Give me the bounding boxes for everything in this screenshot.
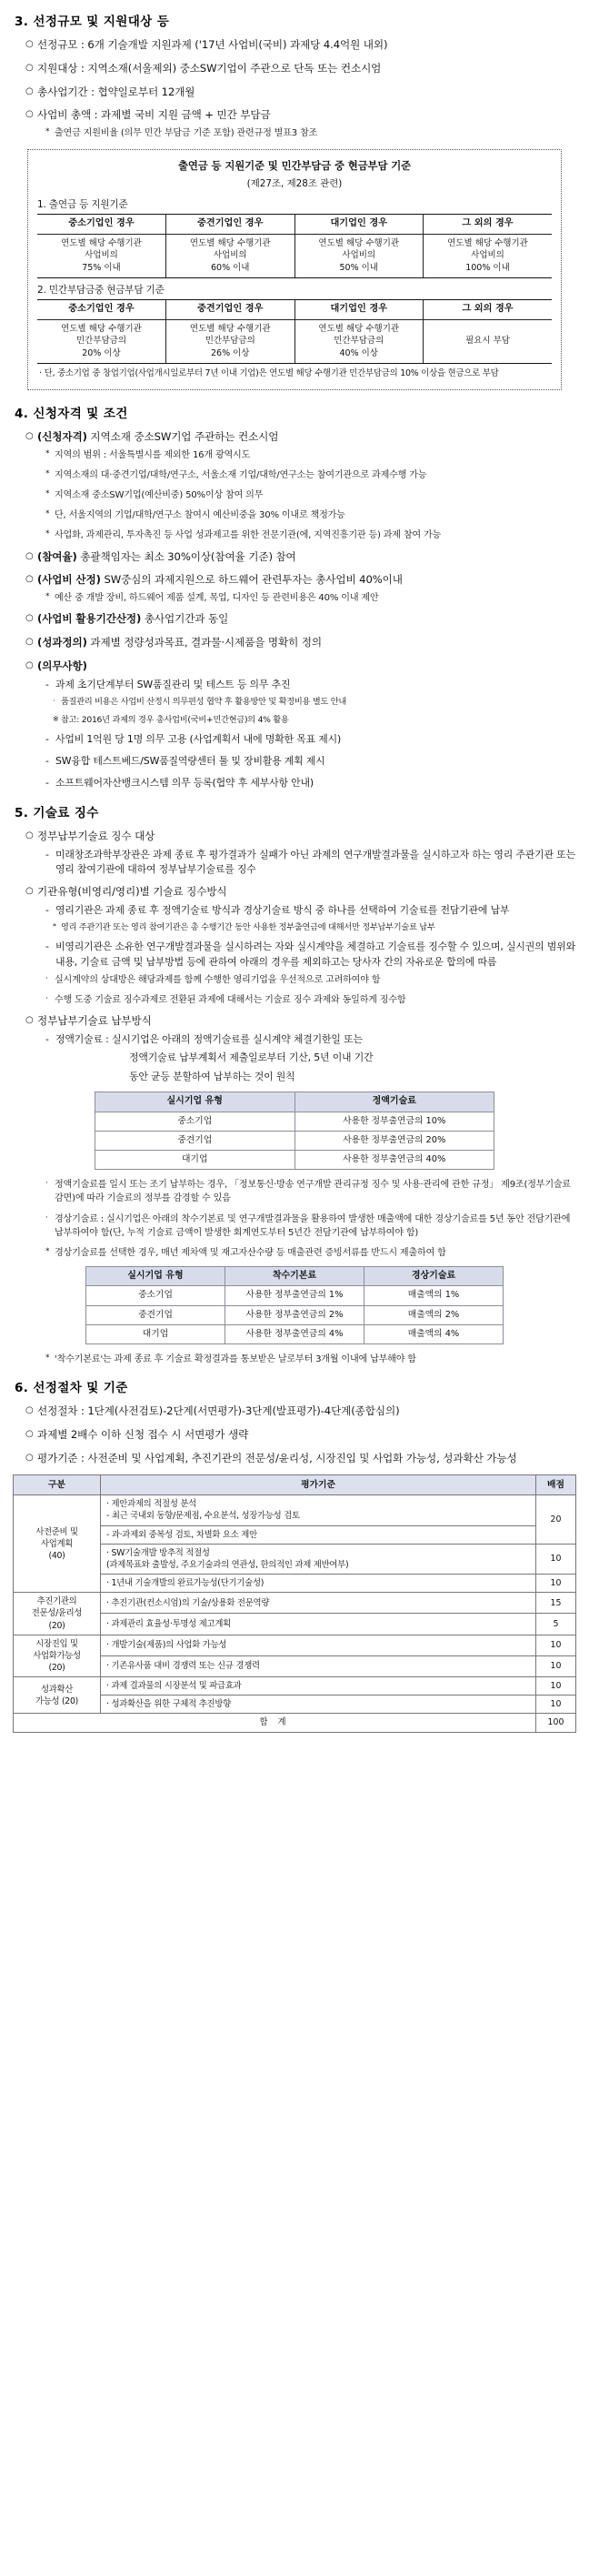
s4-qualification xyxy=(25,429,576,445)
s3-item-3: ○ 사업비 총액 : 과제별 국비 지원 금액 + 민간 부담금 xyxy=(25,108,271,122)
qualification-text: 지역소재 중소SW기업 주관하는 컨소시엄 xyxy=(90,430,279,444)
col-header: 실시기업 유형 xyxy=(95,1092,295,1112)
s4-duties-heading xyxy=(25,659,576,674)
cell: 연도별 해당 수행기관 민간부담금의 20% 이상 xyxy=(37,319,166,363)
circle-bullet-icon: ○ xyxy=(25,1405,34,1416)
col-header: 배점 xyxy=(536,1474,576,1495)
circle-bullet-icon: ○ xyxy=(25,1015,34,1026)
cell: 매출액의 4% xyxy=(364,1324,504,1343)
s5-group-2-note-1: * 영리 주관기관 또는 영리 참여기관은 총 수행기간 동안 사용한 정부출연금에 대해서만 정부납부기술료 납부 xyxy=(53,922,435,933)
section-5-title: 5. 기술료 징수 xyxy=(15,805,99,820)
asterisk-bullet-icon: · xyxy=(53,697,55,706)
s3-item-1: ○ 지원대상 : 지역소재(서울제외) 중소SW기업이 주관으로 단독 또는 컨소시엄 xyxy=(25,61,382,75)
calc-label: (사업비 산정) xyxy=(37,573,101,587)
asterisk-bullet-icon: * xyxy=(53,922,56,931)
total-points: 100 xyxy=(536,1714,576,1732)
cell: 중견기업 xyxy=(86,1305,225,1324)
s5-group-2-dash-1: - 영리기관은 과제 종료 후 정액기술료 방식과 경상기술료 방식 중 하나를 선택하여 기술료를 전담기관에 납부 xyxy=(45,903,576,918)
rate-label: (참여율) xyxy=(37,549,77,563)
asterisk-bullet-icon: * xyxy=(45,1246,50,1256)
annex-subtitle: (제27조, 제28조 관련) xyxy=(246,177,343,189)
asterisk-bullet-icon: * xyxy=(45,127,50,137)
cell: 대기업 xyxy=(86,1324,225,1343)
s5-royalty-footnote: * '착수기본료'는 과제 종료 후 기술료 확정결과를 통보받은 날로부터 3개월 이내에 납부해야 함 xyxy=(45,1353,416,1365)
cell: 연도별 해당 수행기관 사업비의 60% 이내 xyxy=(166,234,295,277)
table-row xyxy=(14,1495,576,1525)
reference-mark-icon: ※ xyxy=(53,714,59,723)
asterisk-bullet-icon: * xyxy=(45,1353,50,1363)
col-header: 경상기술료 xyxy=(364,1266,504,1286)
circle-bullet-icon: ○ xyxy=(25,613,34,624)
table-total-row xyxy=(14,1714,576,1732)
criteria-cell: · 기존유사품 대비 경쟁력 또는 신규 경쟁력 xyxy=(101,1655,536,1676)
perf-label: (성과정의) xyxy=(37,636,87,649)
dash-bullet-icon: - xyxy=(45,941,49,953)
circle-bullet-icon: ○ xyxy=(25,1452,34,1463)
criteria-cell: · SW기술개발 방추적 적절성 (과제목표와 출발성, 주요기술과의 연관성, 한의적인 과제 제반여부) xyxy=(101,1544,536,1574)
circle-bullet-icon: ○ xyxy=(25,886,34,897)
criteria-cell: - 과·과제외 중복성 검토, 차별화 요소 제안 xyxy=(101,1525,536,1544)
s5-group-1-label: ○ 정부납부기술료 징수 대상 xyxy=(25,829,155,842)
cash-share-table xyxy=(37,299,552,364)
points-cell: 10 xyxy=(536,1696,576,1714)
s4-duty-0-sub-0: · 품질관리 비용은 사업비 산정시 의무편성 협약 후 활용방안 및 확정비용 별도 안내 xyxy=(53,697,347,708)
asterisk-bullet-icon: * xyxy=(45,489,50,499)
table-header-row xyxy=(14,1474,576,1495)
col-header: 실시기업 유형 xyxy=(86,1266,225,1286)
cell: 중소기업 xyxy=(86,1286,225,1305)
table-row xyxy=(95,1131,494,1150)
flat-fee-table xyxy=(95,1092,494,1170)
cell: 사용한 정부출연금의 1% xyxy=(225,1286,364,1305)
cell: 연도별 해당 수행기관 민간부담금의 40% 이상 xyxy=(294,319,424,363)
cell: 매출액의 1% xyxy=(364,1286,504,1305)
dash-bullet-icon: - xyxy=(45,678,49,690)
criteria-cell: · 제안과제의 적절성 분석 - 최근 국내외 동향/문제점, 수요분석, 성장가능성 검토 xyxy=(101,1495,536,1525)
criteria-cell: · 추진기관(컨소시엄)의 기술/상용화 전문역량 xyxy=(101,1593,536,1614)
dash-bullet-icon: - xyxy=(45,1033,49,1046)
points-cell: 15 xyxy=(536,1593,576,1614)
asterisk-bullet-icon: * xyxy=(45,529,50,539)
points-cell: 20 xyxy=(536,1495,576,1544)
criteria-cell: · 과제관리 효율성·투명성 제고계획 xyxy=(101,1614,536,1635)
s4-duty-0-sub-1: ※ 참고: 2016년 과제의 경우 총사업비(국비+민간현금)의 4% 활용 xyxy=(53,714,289,725)
s4-note-2: * 지역소재 중소SW기업(예산비중) 50%이상 참여 의무 xyxy=(45,489,264,501)
category-cell: 사전준비 및 사업계획 (40) xyxy=(14,1495,101,1593)
dash-bullet-icon: - xyxy=(45,732,49,745)
cell: 필요시 부담 xyxy=(424,319,553,363)
col-header: 그 외의 경우 xyxy=(424,299,553,319)
annex-footnote: · 단, 중소기업 중 창업기업(사업개시일로부터 7년 이내 기업)은 연도별 해당 수행기관 민간부담금의 10% 이상을 현금으로 부담 xyxy=(39,368,499,379)
qualification-label: (신청자격) xyxy=(37,430,87,444)
perf-text: 과제별 정량성과목표, 결과물·시제품을 명확히 정의 xyxy=(90,636,322,649)
s3-item-2: ○ 총사업기간 : 협약일로부터 12개월 xyxy=(25,85,195,98)
table-row xyxy=(14,1677,576,1696)
s5-group-2-sub-0: · 실시계약의 상대방은 해당과제를 함께 수행한 영리기업을 우선적으로 고려하여야 함 xyxy=(45,973,381,985)
s5-group-3-label: ○ 정부납부기술료 납부방식 xyxy=(25,1014,152,1028)
circle-bullet-icon: ○ xyxy=(25,431,34,442)
table-row xyxy=(86,1305,504,1324)
table-header-row xyxy=(95,1092,494,1112)
dash-bullet-icon: - xyxy=(45,848,49,860)
cell: 대기업 xyxy=(95,1151,295,1170)
cell: 연도별 해당 수행기관 사업비의 75% 이내 xyxy=(37,234,166,277)
duty-label: (의무사항) xyxy=(37,659,87,672)
table-row xyxy=(37,319,552,363)
col-header: 정액기술료 xyxy=(294,1092,494,1112)
s5-fee-note-0: · 정액기술료를 일시 또는 조기 납부하는 경우, 「정보통신·방송 연구개발 관리규정 징수 및 사용·관리에 관한 규정」 제9조(정부기술료 감면)에 따라 기술료의 정부를 감경할 수 있음 xyxy=(45,1179,571,1204)
s4-budget-calc xyxy=(25,572,576,588)
col-header: 중소기업인 경우 xyxy=(37,299,166,319)
section-3-title: 3. 선정규모 및 지원대상 등 xyxy=(15,15,170,29)
period-text: 총사업기간과 동일 xyxy=(144,612,229,626)
s3-item-0: ○ 선정규모 : 6개 기술개발 지원과제 ('17년 사업비(국비) 과제당 4.4억원 내외) xyxy=(25,38,388,51)
table-header-row xyxy=(86,1266,504,1286)
cell: 사용한 정부출연금의 10% xyxy=(294,1112,494,1131)
s4-duty-1: - 사업비 1억원 당 1명 의무 고용 (사업계획서 내에 명확한 목표 제시) xyxy=(45,732,576,747)
points-cell: 10 xyxy=(536,1635,576,1655)
criteria-cell: · 개발기술(제품)의 사업화 가능성 xyxy=(101,1635,536,1655)
running-royalty-table xyxy=(85,1266,504,1344)
circle-bullet-icon: ○ xyxy=(25,637,34,648)
circle-bullet-icon: ○ xyxy=(25,86,34,96)
points-cell: 10 xyxy=(536,1544,576,1574)
s4-usage-period xyxy=(25,611,576,627)
circle-bullet-icon: ○ xyxy=(25,62,34,73)
cell: 연도별 해당 수행기관 민간부담금의 26% 이상 xyxy=(166,319,295,363)
rate-text: 총괄책임자는 최소 30%이상(참여율 기준) 참여 xyxy=(80,549,296,563)
asterisk-bullet-icon: * xyxy=(45,509,50,519)
period-label: (사업비 활용기간산정) xyxy=(37,612,142,626)
s4-performance-def xyxy=(25,635,576,650)
s4-participation-rate xyxy=(25,549,576,565)
circle-bullet-icon: ○ xyxy=(25,830,34,840)
asterisk-bullet-icon: * xyxy=(45,592,50,602)
s4-note-1: * 지역소재의 대·중견기업/대학/연구소, 서울소재 기업/대학/연구소는 참여기관으로 과제수행 가능 xyxy=(45,469,427,481)
cell: 연도별 해당 수행기관 사업비의 50% 이내 xyxy=(294,234,424,277)
annex-table1-heading: 1. 출연금 등 지원기준 xyxy=(37,198,128,210)
dash-bullet-icon: - xyxy=(45,777,49,790)
s5-group-2-sub-1: · 수행 도중 기술료 징수과제로 전환된 과제에 대해서는 기술료 징수 과제와 동일하게 징수함 xyxy=(45,994,406,1006)
asterisk-bullet-icon: * xyxy=(45,469,50,479)
dash-bullet-icon: - xyxy=(45,904,49,917)
s6-item-2: ○ 평가기준 : 사전준비 및 사업계획, 추진기관의 전문성/윤리성, 시장진입 및 사업화 가능성, 성과확산 가능성 xyxy=(25,1451,517,1464)
s5-group-3-dash-cont-1: 동안 균등 분할하여 납부하는 것이 원칙 xyxy=(129,1070,295,1082)
category-cell: 시장진입 및 사업화가능성 (20) xyxy=(14,1635,101,1676)
col-header: 중견기업인 경우 xyxy=(166,299,295,319)
cell: 매출액의 2% xyxy=(364,1305,504,1324)
s4-duty-2: - SW융합 테스트베드/SW품질역량센터 툴 및 장비활용 계획 제시 xyxy=(45,754,576,769)
circle-bullet-icon: ○ xyxy=(25,39,34,49)
circle-bullet-icon: ○ xyxy=(25,109,34,120)
s5-group-3-dash: - 정액기술료 : 실시기업은 아래의 정액기술료를 실시계약 체결기한일 또는 xyxy=(45,1032,576,1047)
col-header: 중견기업인 경우 xyxy=(166,214,295,234)
circle-bullet-icon: ○ xyxy=(25,1428,34,1439)
criteria-cell: · 성과확산을 위한 구체적 추진방향 xyxy=(101,1696,536,1714)
section-4-title: 4. 신청자격 및 조건 xyxy=(15,407,128,422)
s5-fee-note-1: · 경상기술료 : 실시기업은 아래의 착수기본료 및 연구개발결과물을 활용하여 발생한 매출액에 대한 경상기술료를 5년 동안 전담기관에 납부하여야 함(단, 누적 기술료 금액이 발생한 회계연도부터 5년간 전담기관에 납부하여야 함) xyxy=(45,1213,571,1238)
grant-standard-table xyxy=(37,214,552,278)
dot-bullet-icon: · xyxy=(45,994,48,1004)
evaluation-criteria-table xyxy=(13,1474,576,1733)
table-row xyxy=(95,1112,494,1131)
table-row xyxy=(95,1151,494,1170)
cell: 사용한 정부출연금의 20% xyxy=(294,1131,494,1150)
table-header-row xyxy=(37,299,552,319)
points-cell: 5 xyxy=(536,1614,576,1635)
s4-calc-note: * 예산 중 개발 장비, 하드웨어 제품 설계, 목업, 디자인 등 관련비용은 40% 이내 제안 xyxy=(45,592,379,604)
col-header: 대기업인 경우 xyxy=(294,299,424,319)
asterisk-bullet-icon: * xyxy=(45,448,50,458)
s5-group-3-dash-cont-0: 정액기술료 납부계획서 제출일로부터 기산, 5년 이내 기간 xyxy=(129,1052,374,1064)
s6-item-0: ○ 선정절차 : 1단계(사전검토)-2단계(서면평가)-3단계(발표평가)-4단계(종합심의) xyxy=(25,1404,400,1418)
s6-item-1: ○ 과제별 2배수 이하 신청 접수 시 서면평가 생략 xyxy=(25,1427,249,1441)
circle-bullet-icon: ○ xyxy=(25,574,34,585)
points-cell: 10 xyxy=(536,1655,576,1676)
s5-royalty-note: * 경상기술료를 선택한 경우, 매년 제차액 및 재고자산수량 등 매출관련 증빙서류를 반드시 제출하여 함 xyxy=(45,1246,446,1258)
points-cell: 10 xyxy=(536,1575,576,1593)
total-label: 합 계 xyxy=(14,1714,536,1732)
calc-text: SW중심의 과제지원으로 하드웨어 관련투자는 총사업비 40%이내 xyxy=(104,573,403,587)
s5-group-2-dash-2: - 비영리기관은 소유한 연구개발결과물을 실시하려는 자와 실시계약을 체결하고 기술료를 징수할 수 있으며, 실시권의 범위와 내용, 기술료 금액 및 납부방법 등에 관하여 아래의 경우를 제외하고는 당사자 간의 자유로운 합의에 따름 xyxy=(45,941,575,968)
cell: 사용한 정부출연금의 2% xyxy=(225,1305,364,1324)
col-header: 착수기본료 xyxy=(225,1266,364,1286)
dot-bullet-icon: · xyxy=(45,1213,48,1223)
criteria-cell: · 1년내 기술개발의 완료가능성(단기기술성) xyxy=(101,1575,536,1593)
s5-group-2-label: ○ 기관유형(비영리/영리)별 기술료 징수방식 xyxy=(25,885,227,899)
s4-duty-0: - 과제 초기단계부터 SW품질관리 및 테스트 등 의무 추진 xyxy=(45,678,576,692)
dot-bullet-icon: · xyxy=(39,368,42,379)
col-header: 대기업인 경우 xyxy=(294,214,424,234)
col-header: 중소기업인 경우 xyxy=(37,214,166,234)
s4-note-0: * 지역의 범위 : 서울특별시를 제외한 16개 광역시도 xyxy=(45,448,251,460)
circle-bullet-icon: ○ xyxy=(25,550,34,561)
dot-bullet-icon: · xyxy=(45,973,48,983)
s3-note: * 출연금 지원비율 (의무 민간 부담금 기준 포함) 관련규정 별표3 참조 xyxy=(45,127,318,139)
category-cell: 추진기관의 전문성/윤리성 (20) xyxy=(14,1593,101,1635)
criteria-cell: · 과제 결과물의 시장분석 및 파급효과 xyxy=(101,1677,536,1696)
annex-title: 출연금 등 지원기준 및 민간부담금 중 현금부담 기준 xyxy=(177,159,412,173)
section-6-title: 6. 선정절차 및 기준 xyxy=(15,1381,128,1396)
category-cell: 성과확산 가능성 (20) xyxy=(14,1677,101,1714)
table-row xyxy=(37,234,552,277)
col-header: 그 외의 경우 xyxy=(424,214,553,234)
annex-box xyxy=(27,149,562,390)
s4-note-4: * 사업화, 과제관리, 투자촉진 등 사업 성과제고를 위한 전문기관(에, 지역진흥기관 등) 과제 참여 가능 xyxy=(45,529,442,541)
table-row xyxy=(86,1324,504,1343)
table-header-row xyxy=(37,214,552,234)
col-header: 구분 xyxy=(14,1474,101,1495)
s4-note-3: * 단, 서울지역의 기업/대학/연구소 참여시 예산비중을 30% 이내로 책정가능 xyxy=(45,509,345,521)
col-header: 평가기준 xyxy=(101,1474,536,1495)
table-row xyxy=(86,1286,504,1305)
table-row xyxy=(14,1635,576,1655)
table-row xyxy=(14,1593,576,1614)
cell: 연도별 해당 수행기관 사업비의 100% 이내 xyxy=(424,234,553,277)
cell: 사용한 정부출연금의 4% xyxy=(225,1324,364,1343)
s5-group-1-dash: - 미래창조과학부장관은 과제 종료 후 평가결과가 실패가 아닌 과제의 연구개발결과물을 실시하고자 하는 영리 주관기관 또는 영리 참여기관에 대하여 정부납부기술료를 징수 xyxy=(45,848,575,875)
s4-duty-3: - 소프트웨어자산뱅크시스템 의무 등록(협약 후 세부사항 안내) xyxy=(45,776,576,790)
annex-table2-heading: 2. 민간부담금중 현금부담 기준 xyxy=(37,284,165,296)
cell: 중견기업 xyxy=(95,1131,295,1150)
dash-bullet-icon: - xyxy=(45,755,49,768)
cell: 사용한 정부출연금의 40% xyxy=(294,1151,494,1170)
circle-bullet-icon: ○ xyxy=(25,659,34,670)
dot-bullet-icon: · xyxy=(45,1179,48,1189)
points-cell: 10 xyxy=(536,1677,576,1696)
cell: 중소기업 xyxy=(95,1112,295,1131)
